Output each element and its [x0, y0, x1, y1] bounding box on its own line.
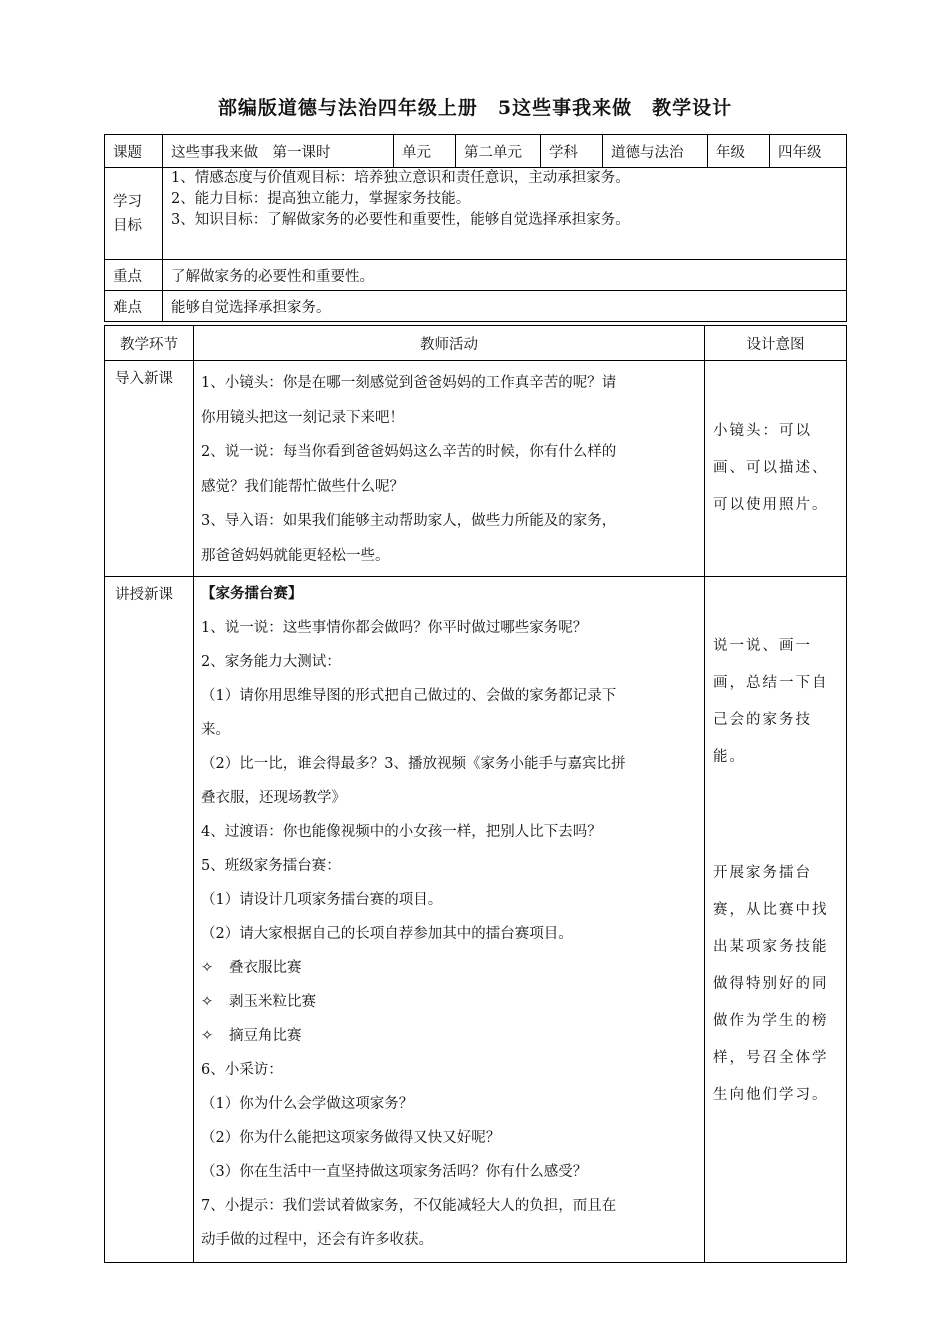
- activity-line: （2）比一比，谁会得最多？3、播放视频《家务小能手与嘉宾比拼: [201, 756, 626, 772]
- design-intent-1: 说一说、画一画，总结一下自己会的家务技能。: [713, 638, 829, 765]
- diamond-bullet-icon: ✧: [201, 994, 214, 1010]
- goals-content: [163, 168, 847, 260]
- activity-line: （2）请大家根据自己的长项自荐参加其中的擂台赛项目。: [201, 926, 573, 942]
- lesson-info-table: [104, 134, 847, 322]
- goals-label-line-1: 学习: [113, 193, 142, 210]
- bullet-text: 摘豆角比赛: [229, 1028, 302, 1044]
- activity-line: （1）请你用思维导图的形式把自己做过的、会做的家务都记录下: [201, 688, 617, 704]
- goal-item: 1、情感态度与价值观目标：培养独立意识和责任意识，主动承担家务。: [171, 170, 630, 186]
- design-intent-2: 开展家务擂台赛，从比赛中找出某项家务技能做得特别好的同做作为学生的榜样，号召全体学生向他们学习。: [713, 865, 829, 1103]
- section-teaching: 讲授新课: [105, 577, 194, 1263]
- goals-label: [105, 168, 163, 260]
- document-title: 部编版道德与法治四年级上册 5这些事我来做 教学设计: [217, 97, 733, 119]
- key-point-label: 重点: [105, 260, 163, 291]
- goal-item: 3、知识目标：了解做家务的必要性和重要性，能够自觉选择承担家务。: [171, 212, 630, 228]
- activity-line: 感觉？我们能帮忙做些什么呢？: [201, 478, 404, 495]
- unit-value: 第二单元: [456, 135, 541, 168]
- intro-activity: [194, 361, 705, 577]
- activity-line: 1、说一说：这些事情你都会做吗？你平时做过哪些家务呢？: [201, 620, 588, 636]
- activity-line: 3、导入语：如果我们能够主动帮助家人，做些力所能及的家务，: [201, 513, 617, 529]
- activity-line: 你用镜头把这一刻记录下来吧！: [201, 409, 404, 426]
- teaching-design-intent: [705, 577, 847, 1263]
- diamond-bullet-icon: ✧: [201, 960, 214, 976]
- activity-line: 5、班级家务擂台赛：: [201, 858, 341, 874]
- activity-line: 7、小提示：我们尝试着做家务，不仅能减轻大人的负担，而且在: [201, 1198, 617, 1214]
- teaching-process-table: [104, 325, 847, 1263]
- activity-line: 来。: [201, 722, 230, 738]
- difficult-point-value: 能够自觉选择承担家务。: [163, 291, 847, 322]
- activity-line: （3）你在生活中一直坚持做这项家务活吗？你有什么感受？: [201, 1164, 588, 1180]
- activity-line: 4、过渡语：你也能像视频中的小女孩一样，把别人比下去吗？: [201, 824, 602, 840]
- header-design-intent: 设计意图: [705, 326, 847, 361]
- activity-line: 动手做的过程中，还会有许多收获。: [201, 1232, 433, 1248]
- grade-label: 年级: [708, 135, 770, 168]
- bullet-text: 叠衣服比赛: [229, 960, 302, 976]
- topic-label: 课题: [105, 135, 163, 168]
- activity-heading: 【家务擂台赛】: [201, 585, 303, 602]
- goal-item: 2、能力目标：提高独立能力，掌握家务技能。: [171, 191, 471, 207]
- activity-line: 2、家务能力大测试：: [201, 654, 341, 670]
- header-stage: 教学环节: [105, 326, 194, 361]
- intro-design-intent: 小镜头：可以画、可以描述、可以使用照片。: [705, 361, 847, 577]
- bullet-item: [201, 951, 698, 985]
- bullet-item: [201, 985, 698, 1019]
- topic-value: 这些事我来做 第一课时: [163, 135, 394, 168]
- subject-label: 学科: [541, 135, 603, 168]
- activity-line: （2）你为什么能把这项家务做得又快又好呢？: [201, 1130, 501, 1146]
- activity-line: 那爸爸妈妈就能更轻松一些。: [201, 547, 390, 564]
- activity-line: 1、小镜头：你是在哪一刻感觉到爸爸妈妈的工作真辛苦的呢？请: [201, 375, 617, 391]
- activity-line: 2、说一说：每当你看到爸爸妈妈这么辛苦的时候，你有什么样的: [201, 444, 617, 460]
- activity-line: 叠衣服，还现场教学》: [201, 790, 346, 806]
- grade-value: 四年级: [770, 135, 847, 168]
- goals-label-line-2: 目标: [113, 217, 142, 234]
- subject-value: 道德与法治: [603, 135, 708, 168]
- activity-line: （1）你为什么会学做这项家务？: [201, 1096, 414, 1112]
- bullet-item: [201, 1019, 698, 1053]
- bullet-text: 剥玉米粒比赛: [229, 994, 316, 1010]
- header-teacher-activity: 教师活动: [194, 326, 705, 361]
- key-point-value: 了解做家务的必要性和重要性。: [163, 260, 847, 291]
- teaching-activity: [194, 577, 705, 1263]
- difficult-point-label: 难点: [105, 291, 163, 322]
- activity-line: （1）请设计几项家务擂台赛的项目。: [201, 892, 443, 908]
- section-intro: 导入新课: [105, 361, 194, 577]
- diamond-bullet-icon: ✧: [201, 1028, 214, 1044]
- unit-label: 单元: [394, 135, 456, 168]
- activity-line: 6、小采访：: [201, 1062, 283, 1078]
